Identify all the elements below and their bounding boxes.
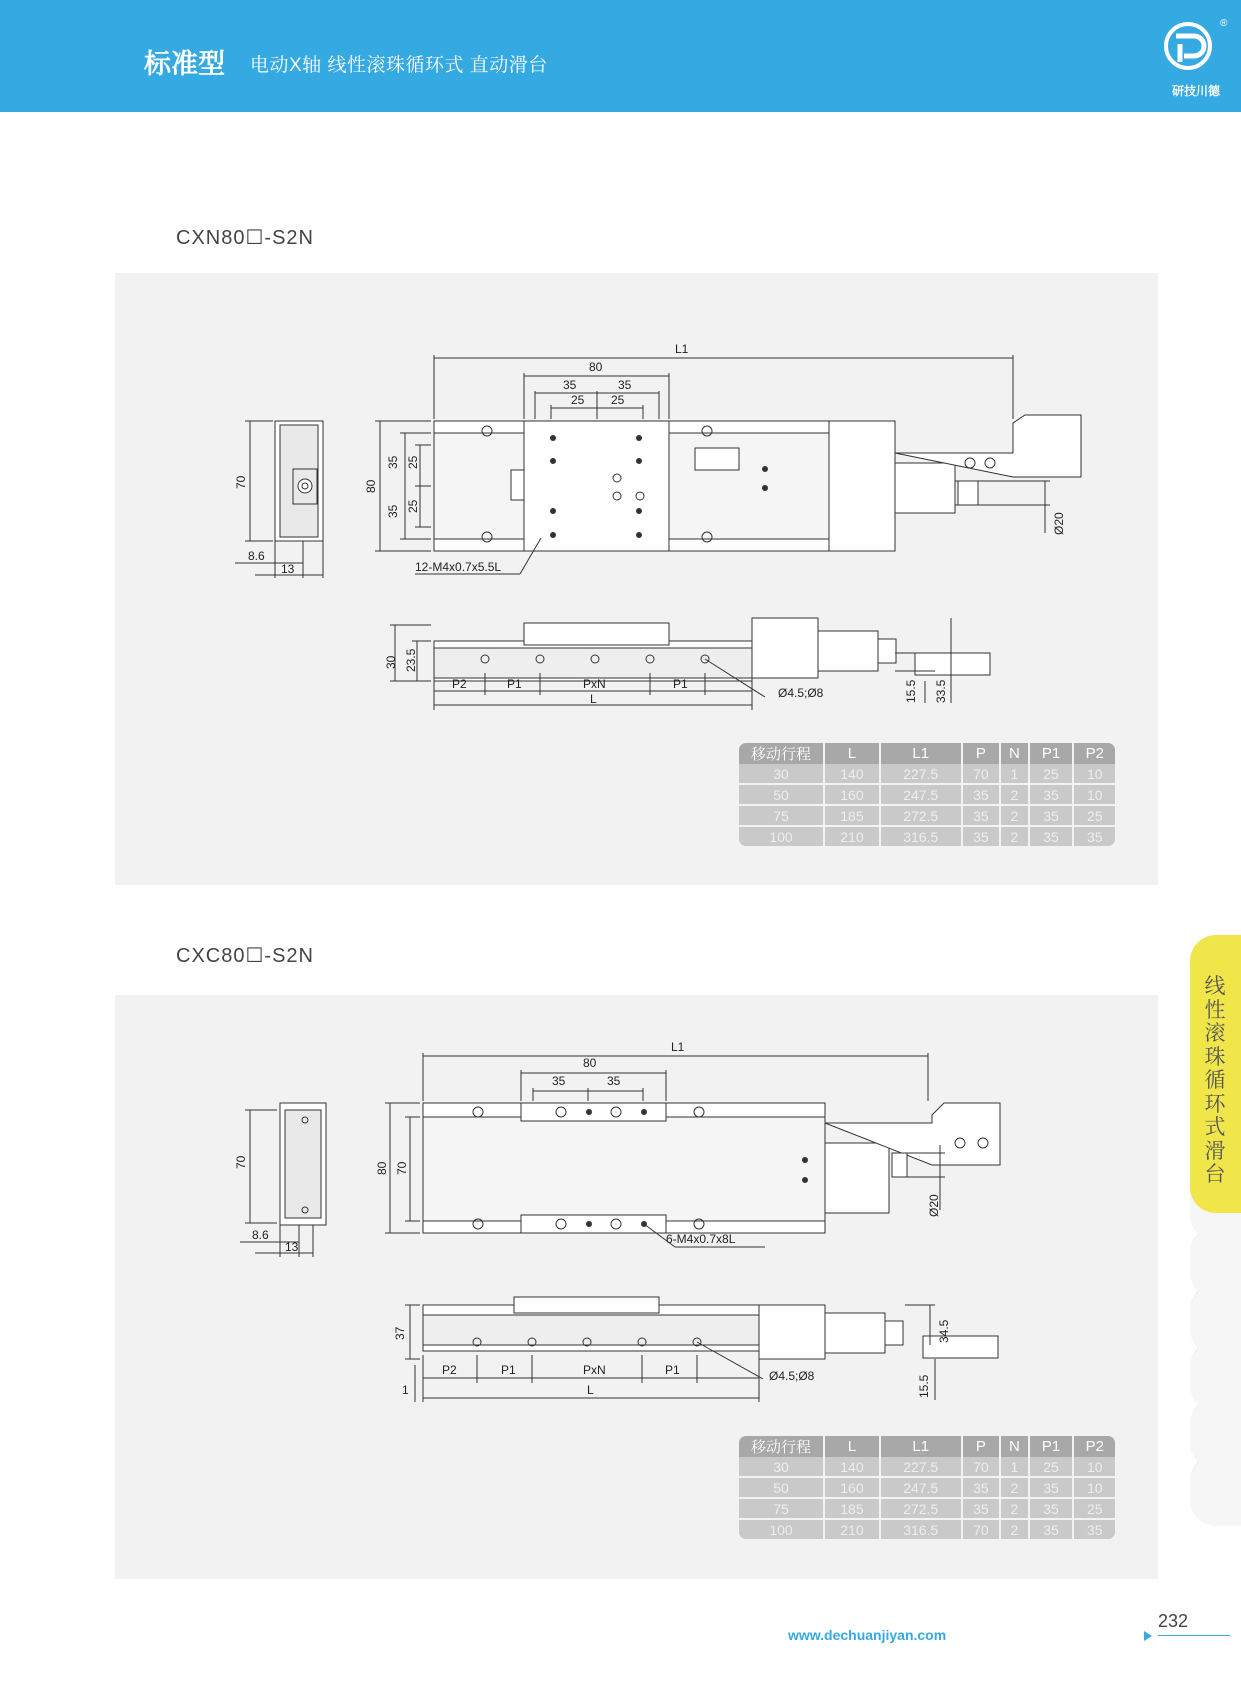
- table-cell: 2: [1001, 785, 1029, 806]
- col-P: P: [963, 743, 1002, 764]
- table-cell: 100: [739, 827, 825, 846]
- dim-70: 70: [234, 1155, 248, 1169]
- dim-35b: 35: [607, 1074, 621, 1088]
- dim-P2: P2: [452, 677, 467, 691]
- table-cell: 227.5: [881, 764, 963, 785]
- side-tab-active[interactable]: [1190, 935, 1241, 1213]
- table-row: [739, 1457, 1115, 1478]
- table-cell: 35: [1030, 1520, 1075, 1539]
- dim-8.6: 8.6: [248, 549, 265, 563]
- dim-25a: 25: [571, 393, 585, 407]
- table-row: [739, 827, 1115, 846]
- section2-title: CXC80☐-S2N: [176, 945, 314, 967]
- section2-panel: [115, 995, 1158, 1579]
- table-row: [739, 1478, 1115, 1499]
- col-N: N: [1001, 743, 1029, 764]
- table-cell: 316.5: [881, 1520, 963, 1539]
- dim-80-v: 80: [364, 479, 378, 493]
- table-cell: 35: [1074, 827, 1115, 846]
- logo-text: 研技川德: [1171, 84, 1220, 98]
- dim-35a: 35: [552, 1074, 566, 1088]
- table-cell: 272.5: [881, 806, 963, 827]
- table-cell: 35: [1030, 785, 1075, 806]
- dim-25-v2: 25: [406, 499, 420, 513]
- table-cell: 25: [1030, 764, 1075, 785]
- table-cell: 210: [825, 827, 881, 846]
- table-cell: 10: [1074, 785, 1115, 806]
- dim-35-v2: 35: [386, 504, 400, 518]
- hole-callout: Ø4.5;Ø8: [778, 686, 824, 700]
- table-cell: 10: [1074, 1478, 1115, 1499]
- dim-L1: L1: [675, 342, 689, 356]
- table-cell: 75: [739, 1499, 825, 1520]
- table-cell: 35: [1030, 1478, 1075, 1499]
- table-cell: 160: [825, 785, 881, 806]
- table-cell: 185: [825, 806, 881, 827]
- col-L: L: [825, 1436, 881, 1457]
- tap-callout: 12-M4x0.7x5.5L: [415, 560, 502, 574]
- table-row: [739, 1520, 1115, 1539]
- col-stroke: 移动行程: [739, 1436, 825, 1457]
- dim-L1: L1: [671, 1040, 685, 1054]
- dim-80: 80: [583, 1056, 597, 1070]
- dim-37: 37: [393, 1326, 407, 1340]
- table-cell: 272.5: [881, 1499, 963, 1520]
- table-cell: 100: [739, 1520, 825, 1539]
- dim-1: 1: [402, 1383, 409, 1397]
- table-cell: 35: [963, 1478, 1002, 1499]
- table-cell: 140: [825, 764, 881, 785]
- spec-table-2: [739, 1436, 1115, 1539]
- table-cell: 2: [1001, 1520, 1029, 1539]
- footer-divider: [1158, 1635, 1230, 1636]
- dim-8.6: 8.6: [252, 1228, 269, 1242]
- dim-25b: 25: [611, 393, 625, 407]
- dim-13: 13: [281, 562, 295, 576]
- spec-table-1: [739, 743, 1115, 846]
- table-cell: 1: [1001, 1457, 1029, 1478]
- table-header-row: [739, 743, 1115, 764]
- registered-mark: ®: [1220, 18, 1228, 29]
- col-L: L: [825, 743, 881, 764]
- hole-callout: Ø4.5;Ø8: [769, 1369, 815, 1383]
- dim-35-v1: 35: [386, 455, 400, 469]
- table-row: [739, 785, 1115, 806]
- col-P1: P1: [1030, 1436, 1075, 1457]
- header-title: 标准型: [144, 49, 225, 79]
- table-cell: 35: [1030, 806, 1075, 827]
- section1-title: CXN80☐-S2N: [176, 227, 314, 249]
- dim-L: L: [590, 692, 597, 706]
- col-P1: P1: [1030, 743, 1075, 764]
- dim-PxN: PxN: [583, 1363, 606, 1377]
- table-cell: 25: [1074, 1499, 1115, 1520]
- dim-70: 70: [234, 475, 248, 489]
- col-P: P: [963, 1436, 1002, 1457]
- table-row: [739, 764, 1115, 785]
- col-P2: P2: [1074, 1436, 1115, 1457]
- section1-panel: [115, 273, 1158, 885]
- table-cell: 2: [1001, 806, 1029, 827]
- table-cell: 35: [1030, 1499, 1075, 1520]
- table-row: [739, 1499, 1115, 1520]
- table-cell: 75: [739, 806, 825, 827]
- dim-15.5: 15.5: [904, 679, 918, 703]
- dim-PxN: PxN: [583, 677, 606, 691]
- table-cell: 140: [825, 1457, 881, 1478]
- dim-33.5: 33.5: [934, 679, 948, 703]
- dim-23.5: 23.5: [404, 648, 418, 672]
- dim-P1b: P1: [665, 1363, 680, 1377]
- footer-url[interactable]: www.dechuanjiyan.com: [788, 1627, 947, 1643]
- dim-35b: 35: [618, 378, 632, 392]
- table-cell: 35: [1030, 827, 1075, 846]
- header-subtitle: 电动X轴 线性滚珠循环式 直动滑台: [250, 55, 548, 76]
- table-cell: 10: [1074, 1457, 1115, 1478]
- table-cell: 185: [825, 1499, 881, 1520]
- table-header-row: [739, 1436, 1115, 1457]
- table-cell: 35: [1074, 1520, 1115, 1539]
- table-cell: 70: [963, 764, 1002, 785]
- dim-15.5: 15.5: [917, 1374, 931, 1398]
- table-cell: 30: [739, 764, 825, 785]
- table-cell: 50: [739, 785, 825, 806]
- dim-80-v: 80: [375, 1161, 389, 1175]
- dim-P1a: P1: [507, 677, 522, 691]
- dim-13: 13: [285, 1240, 299, 1254]
- dim-d20: Ø20: [927, 1194, 941, 1217]
- table-cell: 35: [963, 1499, 1002, 1520]
- table-row: [739, 806, 1115, 827]
- table-cell: 30: [739, 1457, 825, 1478]
- table-cell: 247.5: [881, 785, 963, 806]
- table-cell: 50: [739, 1478, 825, 1499]
- col-stroke: 移动行程: [739, 743, 825, 764]
- table-cell: 2: [1001, 827, 1029, 846]
- page-number: 232: [1158, 1611, 1189, 1631]
- table-cell: 35: [963, 806, 1002, 827]
- dim-35a: 35: [563, 378, 577, 392]
- table-cell: 25: [1030, 1457, 1075, 1478]
- dim-80: 80: [589, 360, 603, 374]
- table-cell: 70: [963, 1520, 1002, 1539]
- dim-25-v1: 25: [406, 455, 420, 469]
- table-cell: 1: [1001, 764, 1029, 785]
- table-cell: 35: [963, 827, 1002, 846]
- dim-L: L: [587, 1383, 594, 1397]
- dim-d20: Ø20: [1052, 512, 1066, 535]
- dim-P2: P2: [442, 1363, 457, 1377]
- table-cell: 210: [825, 1520, 881, 1539]
- table-cell: 2: [1001, 1499, 1029, 1520]
- table-cell: 316.5: [881, 827, 963, 846]
- table-cell: 227.5: [881, 1457, 963, 1478]
- col-P2: P2: [1074, 743, 1115, 764]
- col-N: N: [1001, 1436, 1029, 1457]
- table-cell: 25: [1074, 806, 1115, 827]
- dim-34.5: 34.5: [937, 1319, 951, 1343]
- col-L1: L1: [881, 1436, 963, 1457]
- arrow-right-icon: [1144, 1631, 1152, 1641]
- dim-30: 30: [384, 655, 398, 669]
- table-cell: 247.5: [881, 1478, 963, 1499]
- table-cell: 160: [825, 1478, 881, 1499]
- col-L1: L1: [881, 743, 963, 764]
- dim-P1a: P1: [501, 1363, 516, 1377]
- table-cell: 2: [1001, 1478, 1029, 1499]
- dim-P1b: P1: [673, 677, 688, 691]
- page-header: [0, 0, 1241, 112]
- table-cell: 70: [963, 1457, 1002, 1478]
- tap-callout: 6-M4x0.7x8L: [666, 1232, 736, 1246]
- table-cell: 35: [963, 785, 1002, 806]
- dim-70-v: 70: [395, 1161, 409, 1175]
- table-cell: 10: [1074, 764, 1115, 785]
- side-tab-label: 线性滚珠循环式滑台: [1204, 975, 1226, 1186]
